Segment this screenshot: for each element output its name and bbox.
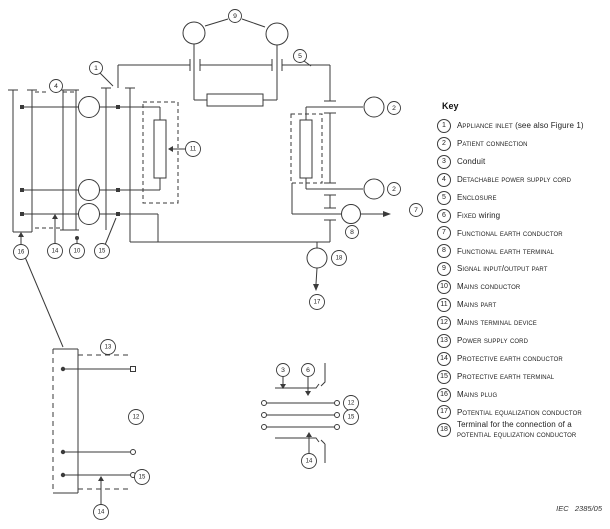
key-item-label: Enclosure [457,192,497,202]
svg-text:2: 2 [392,105,396,112]
detachable-cord-symbol [35,92,76,228]
key-item [437,119,584,133]
callout-2 [388,102,401,115]
key-item-label: Mains conductor [457,282,521,292]
callout-14 [94,505,109,520]
key-item-number: 13 [437,334,451,348]
key-item-number: 16 [437,388,451,402]
svg-text:3: 3 [281,367,285,374]
key-item-label: Functional earth conductor [457,228,563,238]
svg-text:14: 14 [97,509,105,516]
svg-text:17: 17 [313,299,321,306]
mains-conductors [20,105,120,216]
callout-14 [48,244,63,259]
appliance-coupler-symbol [60,88,135,230]
key-item-label: Power supply cord [457,336,529,346]
enclosure-outline [118,59,336,242]
key-item [437,334,528,348]
callout-18 [332,251,347,266]
svg-text:16: 16 [17,249,25,256]
svg-text:9: 9 [233,13,237,20]
key-item-number: 5 [437,191,451,205]
key-item [437,155,485,169]
key-item-label: Appliance inlet (see also Figure 1) [457,121,584,131]
power-supply-cord-symbol [53,349,136,505]
key-item-number: 10 [437,280,451,294]
key-item-label: Potential equalization conductor [457,407,582,417]
svg-text:2: 2 [392,186,396,193]
key-item [437,316,537,330]
mains-part-symbol [118,102,178,242]
key-item-label: Signal input/output part [457,264,548,274]
key-item [437,209,500,223]
key-item-label: Protective earth conductor [457,353,563,363]
callout-11 [186,142,201,157]
callout-16 [14,245,29,260]
callout-3 [277,364,290,377]
callout-12 [129,410,144,425]
svg-text:14: 14 [305,458,313,465]
key-item [437,388,497,402]
key-item [437,262,548,276]
callout-7 [410,204,423,217]
key-item [437,280,520,294]
key-item-label: Protective earth terminal [457,371,555,381]
callout-15 [344,410,359,425]
callout-12 [344,396,359,411]
svg-text:10: 10 [73,248,81,255]
key-item-label: Patient connection [457,139,528,149]
key-item [437,298,496,312]
key-item-label: Functional earth terminal [457,246,555,256]
key-title: Key [442,101,459,111]
key-item-number: 11 [437,298,451,312]
fixed-wiring-symbol [262,363,340,463]
svg-text:12: 12 [347,400,355,407]
svg-text:6: 6 [306,367,310,374]
callout-5 [294,50,307,63]
svg-text:1: 1 [94,65,98,72]
svg-text:5: 5 [298,53,302,60]
key-item-label: Detachable power supply cord [457,174,572,184]
key-item [437,244,554,258]
key-item-label: Conduit [457,157,486,167]
key-item-number: 7 [437,226,451,240]
key-item-number: 3 [437,155,451,169]
key-item-number: 8 [437,244,451,258]
callout-6 [302,364,315,377]
key-item-number: 1 [437,119,451,133]
callout-leaders [18,19,311,347]
svg-text:15: 15 [138,474,146,481]
key-panel [437,0,610,529]
callout-14 [302,454,317,469]
key-item-number: 18 [437,423,451,437]
key-item-number: 9 [437,262,451,276]
callout-10 [70,244,85,259]
key-item-number: 14 [437,352,451,366]
svg-text:4: 4 [54,83,58,90]
key-item-label: Terminal for the connection of a potential equlization conductor [457,420,577,439]
key-item-label: Mains part [457,300,497,310]
svg-text:11: 11 [189,146,197,153]
svg-text:12: 12 [132,414,140,421]
patient-circuit-symbol [291,97,384,199]
key-item-number: 2 [437,137,451,151]
svg-text:18: 18 [335,255,343,262]
key-item [437,405,582,419]
key-item-label: Mains terminal device [457,318,537,328]
key-item [437,352,563,366]
document-reference: IEC 2385/05 [556,504,602,513]
key-item-number: 4 [437,173,451,187]
callout-15 [95,244,110,259]
key-item [437,191,497,205]
callout-4 [50,80,63,93]
callout-15 [135,470,150,485]
key-item-label: Fixed wiring [457,210,501,220]
key-item [437,137,528,151]
key-item [437,370,554,384]
svg-text:14: 14 [51,248,59,255]
svg-text:7: 7 [414,207,418,214]
svg-text:8: 8 [350,229,354,236]
key-item-number: 6 [437,209,451,223]
callout-1 [90,62,103,75]
callout-2 [388,183,401,196]
key-item-number: 17 [437,405,451,419]
potential-equalization-symbol [307,242,327,291]
callout-13 [101,340,116,355]
key-item [437,173,571,187]
callout-8 [346,226,359,239]
svg-text:15: 15 [98,248,106,255]
key-item [437,226,563,240]
svg-text:13: 13 [104,344,112,351]
key-item-number: 15 [437,370,451,384]
mains-plug-symbol [8,90,37,232]
key-item-label: Mains plug [457,389,498,399]
key-item-number: 12 [437,316,451,330]
callout-17 [310,295,325,310]
key-item [437,420,576,439]
svg-text:15: 15 [347,414,355,421]
callout-9 [229,10,242,23]
